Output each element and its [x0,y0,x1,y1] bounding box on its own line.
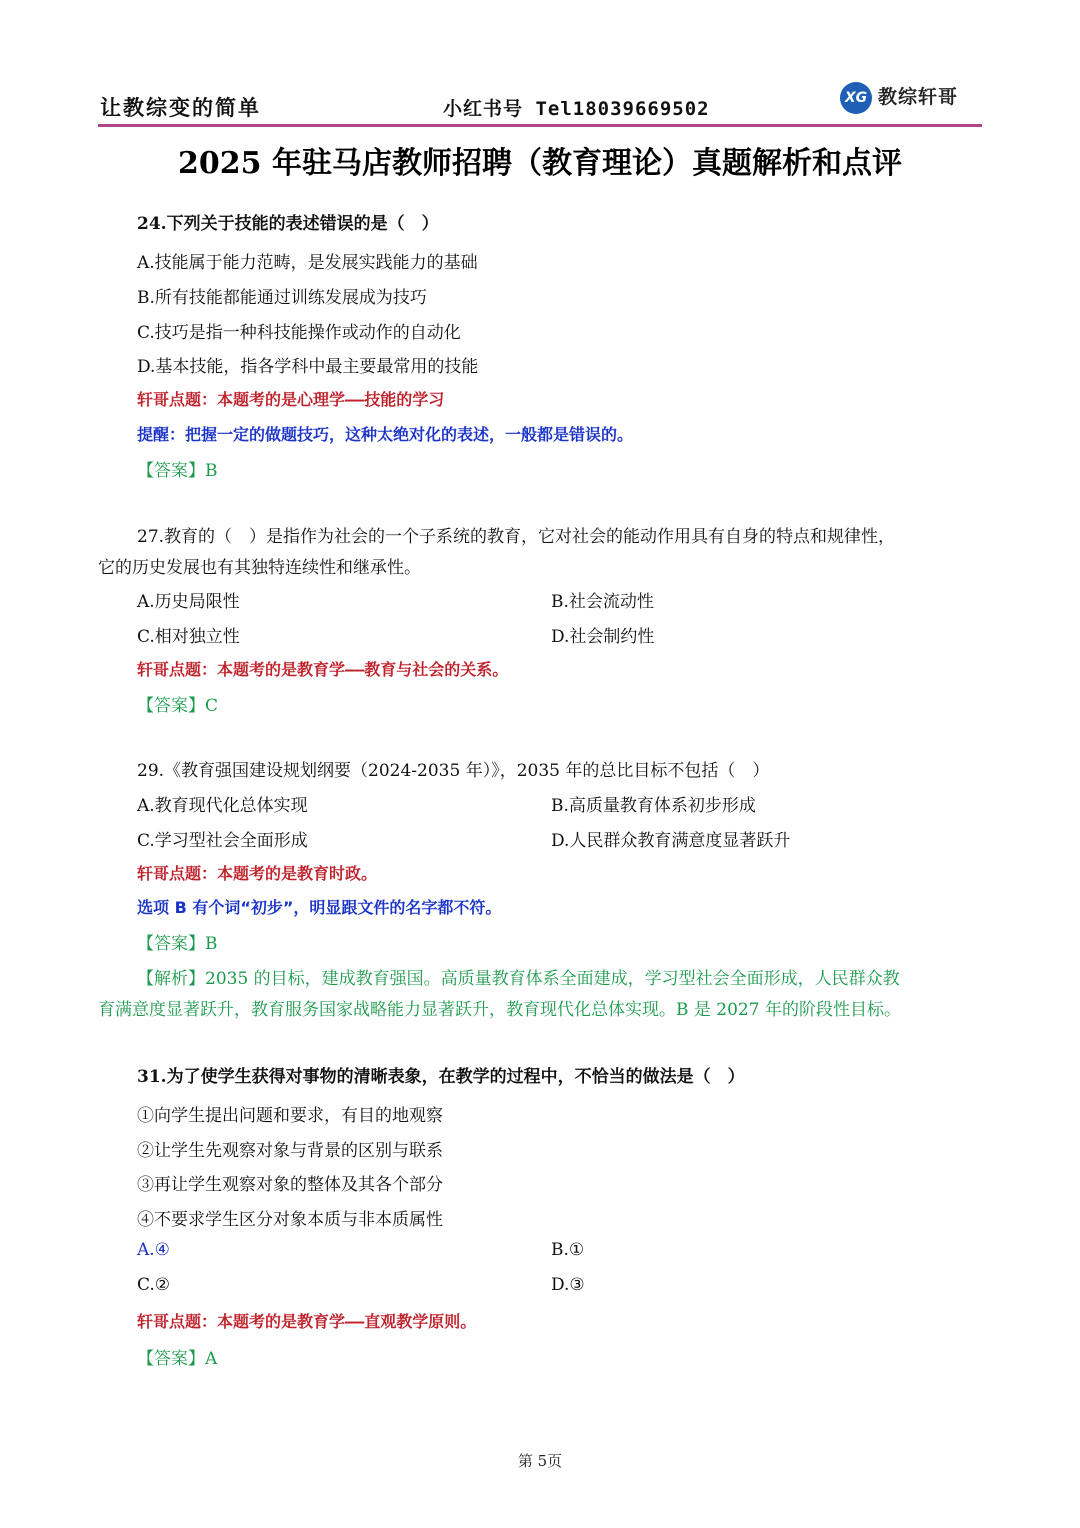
q29-option-c: C.学习型社会全面形成 [137,831,308,851]
q29-tip: 选项 B 有个词“初步”，明显跟文件的名字都不符。 [137,898,502,917]
q27-comment: 轩哥点题：本题考的是教育学——教育与社会的关系。 [137,660,509,679]
q27-option-d: D.社会制约性 [551,627,655,647]
q31-statement-2: ②让学生先观察对象与背景的区别与联系 [137,1141,443,1161]
q31-option-c: C.② [137,1275,171,1295]
q29-stem: 29.《教育强国建设规划纲要（2024-2035 年）》，2035 年的总比目标不包括（ ） [137,761,770,781]
q31-statement-1: ①向学生提出问题和要求，有目的地观察 [137,1106,443,1126]
logo-name: 教综轩哥 [878,86,959,108]
q31-option-a: A.④ [137,1240,170,1260]
q27-stem-line2: 它的历史发展也有其独特连续性和继承性。 [98,558,421,578]
q29-answer: 【答案】B [137,934,218,954]
page-number: 第 5页 [517,1452,563,1470]
page-title: 2025 年驻马店教师招聘（教育理论）真题解析和点评 [178,146,902,181]
q24-answer: 【答案】B [137,461,218,481]
q31-answer: 【答案】A [137,1349,218,1369]
q24-option-b: B.所有技能都能通过训练发展成为技巧 [137,288,427,308]
q24-option-a: A.技能属于能力范畴，是发展实践能力的基础 [137,253,478,273]
brand-logo [840,80,968,116]
q29-option-b: B.高质量教育体系初步形成 [551,796,756,816]
q31-comment: 轩哥点题：本题考的是教育学——直观教学原则。 [137,1312,477,1331]
q24-option-d: D.基本技能，指各学科中最主要最常用的技能 [137,357,479,377]
q27-stem-line1: 27.教育的（ ）是指作为社会的一个子系统的教育，它对社会的能动作用具有自身的特点和规律性， [137,527,896,547]
q29-analysis-line1: 【解析】2035 的目标，建成教育强国。高质量教育体系全面建成，学习型社会全面形成，人民群众教 [137,969,900,989]
q29-option-a: A.教育现代化总体实现 [137,796,308,816]
q24-comment: 轩哥点题：本题考的是心理学——技能的学习 [137,390,445,409]
q27-answer: 【答案】C [137,696,219,716]
header-divider [98,124,982,127]
q29-analysis-line2: 育满意度显著跃升，教育服务国家战略能力显著跃升，教育现代化总体实现。B 是 2027 年的阶段性目标。 [98,1000,901,1020]
q31-stem: 31.为了使学生获得对事物的清晰表象，在教学的过程中，不恰当的做法是（ ） [137,1067,745,1087]
logo-mark-icon: XG [840,82,872,114]
q31-statement-3: ③再让学生观察对象的整体及其各个部分 [137,1175,443,1195]
q27-option-a: A.历史局限性 [137,592,240,612]
q31-statement-4: ④不要求学生区分对象本质与非本质属性 [137,1210,443,1230]
header-contact: 小红书号 Tel18039669502 [443,98,710,120]
q29-comment: 轩哥点题：本题考的是教育时政。 [137,864,378,883]
q24-tip: 提醒：把握一定的做题技巧，这种太绝对化的表述，一般都是错误的。 [137,425,634,444]
q24-stem: 24.下列关于技能的表述错误的是（ ） [137,214,439,234]
header-slogan: 让教综变的简单 [100,96,261,120]
q29-option-d: D.人民群众教育满意度显著跃升 [551,831,791,851]
q31-option-d: D.③ [551,1275,585,1295]
q27-option-c: C.相对独立性 [137,627,240,647]
q24-option-c: C.技巧是指一种科技能操作或动作的自动化 [137,323,461,343]
q27-option-b: B.社会流动性 [551,592,654,612]
q31-option-b: B.① [551,1240,585,1260]
